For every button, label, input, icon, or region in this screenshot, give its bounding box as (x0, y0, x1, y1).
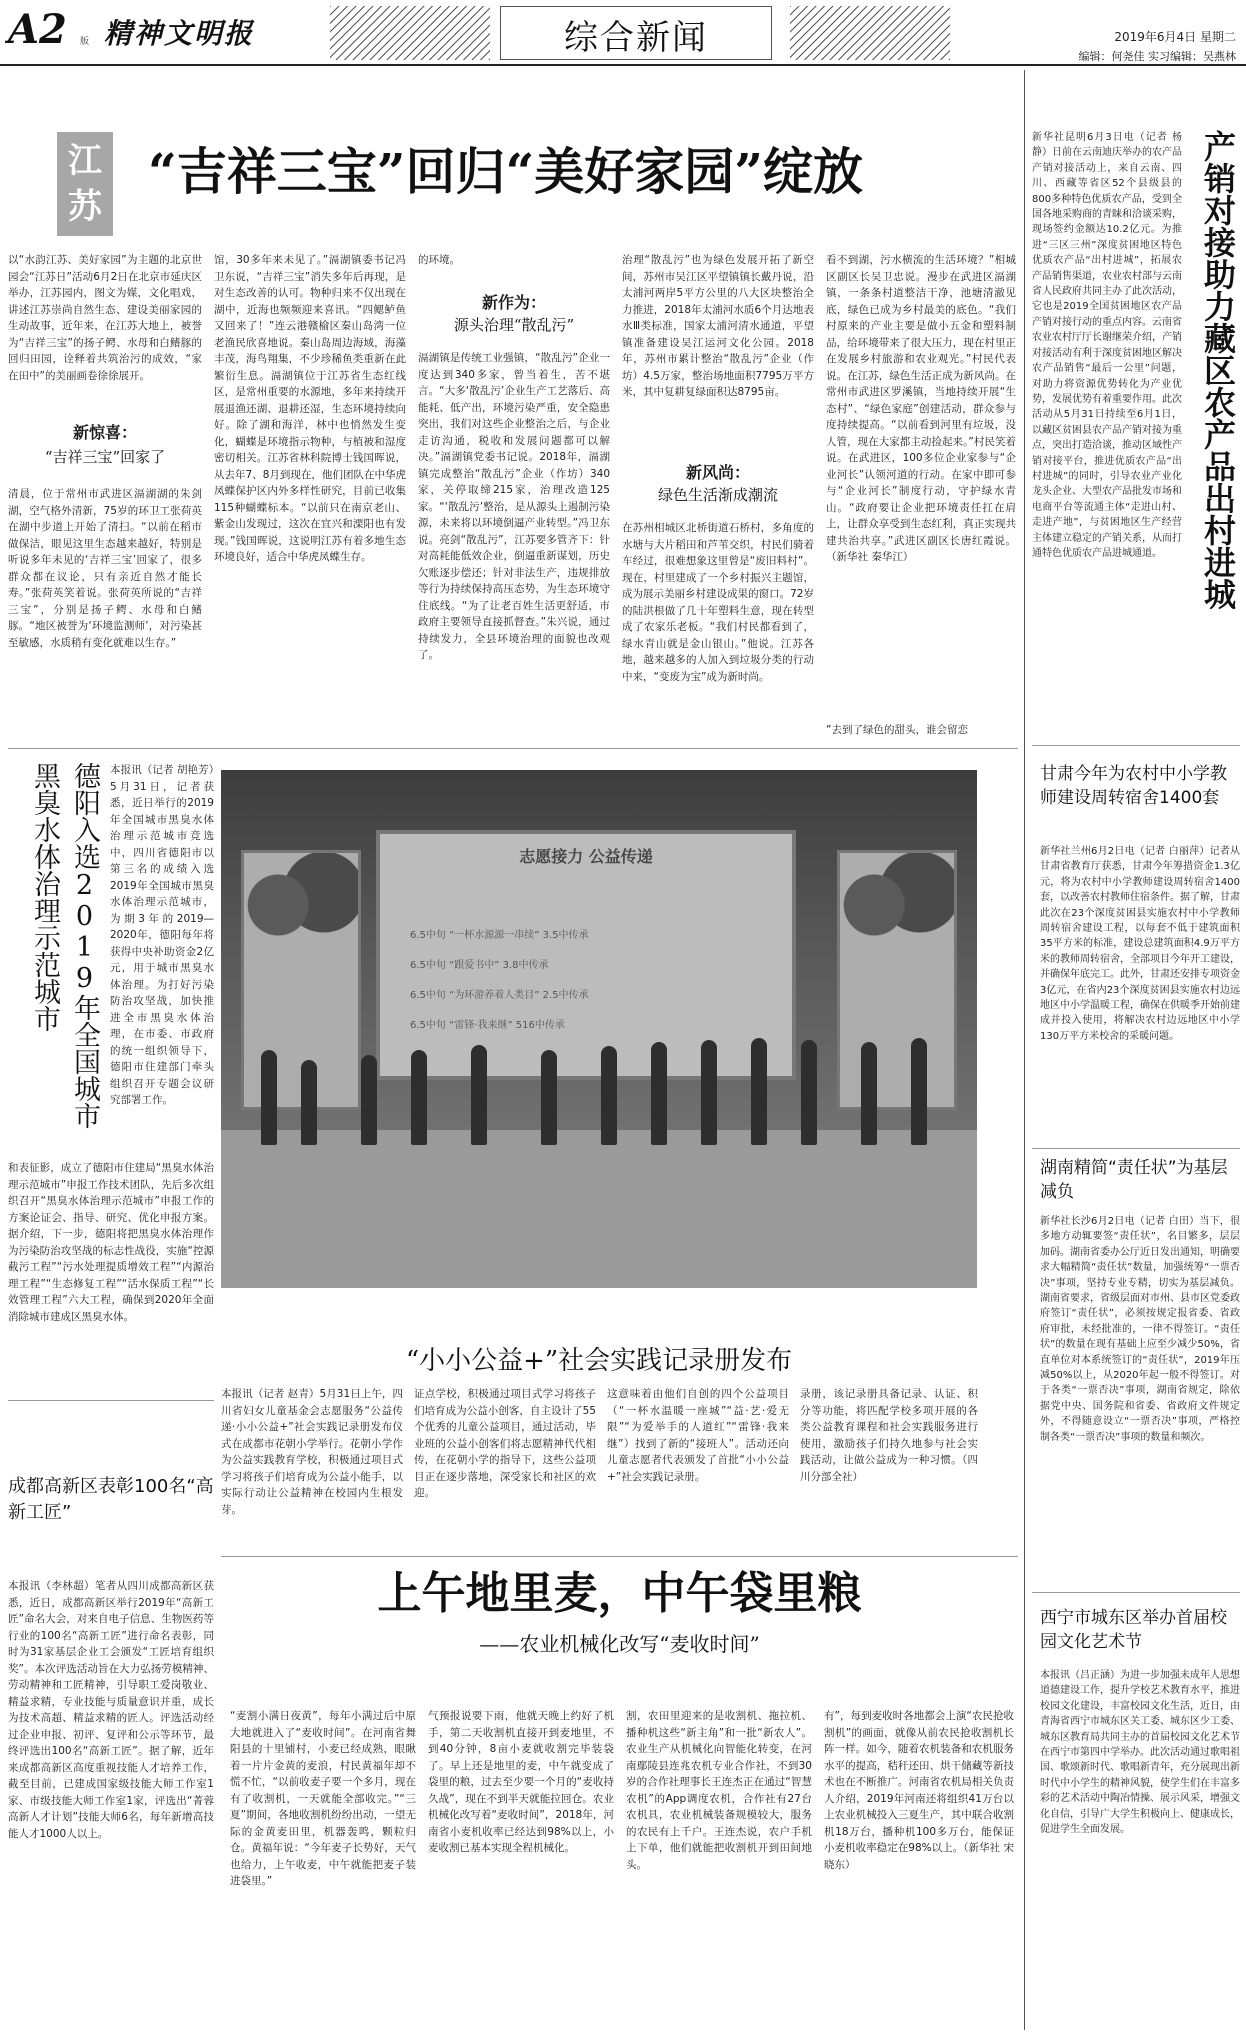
jiangsu-col-4: 治理“散乱污”也为绿色发展开拓了新空间，苏州市吴江区平望镇镇长戴丹说，沿太浦河两岸5平方公里的八大区块整治全力推进，2018年太浦河水质6个月达地表水Ⅲ类标准，国家太浦河清水通道，平望镇准备建设吴江运河文化公园。2018年，苏州市累计整治“散乱污”企业（作坊）4.5万家，整治场地面积7795万平方米，其中复耕复绿面积达8795亩。 (622, 254, 814, 398)
gansu-body: 新华社兰州6月2日电（记者 白丽萍）记者从甘肃省教育厅获悉，甘肃今年筹措资金1.3亿元，将为农村中小学教师建设周转宿舍1400套，以改善农村教师住宿条件。据了解，甘肃此次在23个深度贫困县实施农村中小学教师周转宿舍建设工程，以每套不低于建筑面积35平方米的标准，建设总建筑面积4.9万平方米的教师周转宿舍，全部项目今年开工建设，并确保年底完工。此外，甘肃还安排专项资金3亿元，在省内23个深度贫困县实施农村边远地区中小学温暖工程，确保在供暖季开始前建成并投入使用，将解决农村边远地区中小学130万平方米校舍的采暖问题。 (1040, 846, 1240, 1042)
photo-person (701, 1040, 717, 1145)
photo-stage (221, 1130, 977, 1288)
wheat-top-rule (221, 1556, 1018, 1557)
jiangsu-col-3: 滆湖镇是传统工业强镇，“散乱污”企业一度达到340多家，曾当着生，苦不堪言。“大多‘散乱污’企业生产工艺落后、高能耗、低产出，环境污染严重，安全隐患突出，我们对这些企业整治之后，与企业走访沟通，税收和发展问题都可以解决。”滆湖镇党委书记说。2018年，滆湖镇完成整治“散乱污”企业（作坊）340家，关停取缔215家，治理改造125家。“‘散乱污’整治，是从源头上遏制污染源，未来将以环境倒逼产业转型。”冯卫东说。亮剑“散乱污”，江苏要多管齐下：针对高耗能低效企业，倒逼重新谋划，历史欠账逐步偿还；针对非法生产，违规排放等行为持续保持高压态势，为生态环境守住底线。“为了让老百姓生活更舒适，市政府主要领导直接抓督查。”朱兴说，通过持续发力，全县环境治理的面貌也改观了。 (418, 352, 610, 661)
chengdu-top-rule (8, 1400, 214, 1401)
gongyi-col-4: 录册，该记录册具备记录、认证、积分等功能，将匹配学校多项开展的各类公益教育课程和社会实践服务进行使用，激励孩子们持久地参与社会实践活动，让做公益成为一种习惯。（四川分部全社） (800, 1388, 978, 1483)
gongyi-col-2: 证点学校，积极通过项目式学习将孩子们培育成为公益小创客，自主设计了55个优秀的儿童公益项目，通过活动，毕业班的公益小创客们将志愿精神代代相传，在花朝小学的指导下，这些公益项目正在逐步落地，深受家长和社区的欢迎。 (414, 1388, 596, 1499)
wheat-col-4: 有”，每到麦收时各地都会上演“农民抢收割机”的画面，就像从前农民抢收割机长阵一样。如今，随着农机装备和农机服务水平的提高，秸秆还田、烘干储藏等新技术也在不断推广。河南省农机局相关负责人介绍，2019年河南还将组织41万台以上农业机械投入三夏生产，其中联合收割机18万台，播种机100多万台，能保证小麦机收率稳定在98%以上。（新华社 宋晓东） (824, 1710, 1014, 1871)
page-ban-label: 版 (80, 37, 90, 47)
rightcol-article-body: 新华社昆明6月3日电（记者 杨静）日前在云南迪庆举办的农产品产销对接活动上，来自云南、四川、西藏等省区52个县级县的800多种特色优质农产品，受到全国各地采购商的青睐和洽谈采购，现场签约金额达10.2亿元。为推进“三区三州”深度贫困地区特色优质农产品“出村进城”，拓展农产品销售渠道，农业农村部与云南省人民政府共同主办了此次活动，它也是2019全国贫困地区农产品产销对接行动的重点内容。云南省农业农村厅厅长谢继荣介绍，产销对接活动有利于深度贫困地区解决农产品销售“最后一公里”问题，对助力将资源优势转化为产业优势，发展优势有着重要作用。此次活动从5月31日持续至6月1日，以藏区贫困县农产品产销对接为重点，突出打造洽谈，推动区域性产销对接平台，推进优质农产品“出村进城”的同时，引导农业产业化龙头企业、大型农产品批发市场和电商平台等流通主体“走进山村、走进产地”，与贫困地区生产经营主体建立稳定的产销关系，从而打通特色优质农产品进城通道。 (1032, 132, 1182, 559)
photo-person (911, 1038, 927, 1145)
right-column-divider (1024, 70, 1025, 2030)
jiangsu-col-2: 馆，30多年来未见了。”滆湖镇委书记冯卫东说，“吉祥三宝”消失多年后再现，是对生态改善的认可。物种归来不仅出现在湖中，近海也频频迎来喜讯。“四鳃鲈鱼又回来了！”连云港赣榆区秦山岛湾一位老渔民欣喜地说。秦山岛周边海域，海藻丰茂，海鸟翔集，不少珍稀鱼类重新在此繁衍生息。滆湖镇位于江苏省生态红线区，是常州重要的水源地，多年来持续开展退渔还湖、退耕还湿，生态环境持续向好。除了湖和海洋，林中也悄然发生变化，蝴蝶是环境指示物种，与植被和湿度密切相关。江苏省林科院博士钱国晖说，从去年7、8月到现在，他们团队在中华虎凤蝶保护区内外多样性研究，目前已收集115种蝴蝶标本。“以前只在南京老山、紫金山发现过，这次在宜兴和溧阳也有发现。”钱国晖说，这说明江苏有着多地生态环境良好，适合中华虎凤蝶生存。 (214, 254, 406, 563)
wheat-col-3: 割，农田里迎来的是收割机、拖拉机、播种机这些“新主角”和一批“新农人”。农业生产从机械化向智能化转变，在河南鄢陵县连兆农机专业合作社，不到30岁的合作社理事长王连杰正在通过“智慧农机”的App调度农机，合作社有27台农机具，农业机械装备规模较大，服务的农民有上千户。王连杰说，农户手机上下单，他们就能把收割机开到田间地头。 (626, 1710, 812, 1871)
newspaper-name: 精神文明报 (104, 17, 255, 50)
photo-person (541, 1050, 557, 1145)
deyang-wide-col: 和表征影，成立了德阳市住建局“黑臭水体治理示范城市”申报工作技术团队，先后多次组织召开“黑臭水体治理示范城市”申报工作的方案论证会、指导、研究、优化申报方案。据介绍，下一步，德阳将把黑臭水体治理作为污染防治攻坚战的标志性战役，实施“控源截污工程”“污水处理提质增效工程”“内源治理工程”“生态修复工程”“活水保质工程”“长效管理工程”六大工程，确保到2020年全面消除城市建成区黑臭水体。 (8, 1162, 214, 1323)
jiangsu-headline: “吉祥三宝”回归“美好家园”绽放 (148, 142, 864, 201)
masthead-rule (0, 64, 1246, 66)
jiangsu-sub2-title: 源头治理“散乱污” (453, 316, 575, 334)
photo-board (376, 830, 796, 1080)
photo-person (751, 1038, 767, 1145)
photo-person (411, 1050, 427, 1145)
jiangsu-col-4b: 在苏州相城区北桥街道石桥村，多角度的水塘与大片稻田和芦苇交织，村民们骑着车经过，很难想象这里曾是“废旧料村”。现在，村里建成了一个乡村振兴主题馆，成为展示美丽乡村建设成果的窗口。72岁的陆洪根做了几十年塑料生意，现在转型成了农家乐老板。“我们村民都看到了，绿水青山就是金山银山。”他说。江苏各地，越来越多的人加入到垃圾分类的行动中来，“变废为宝”成为新时尚。 (622, 522, 814, 683)
photo-board-row: 6.5中旬 “为环游养着人类目” 2.5中传承 (410, 990, 589, 1001)
region-tag (57, 132, 113, 236)
jiangsu-sub2-kicker: 新作为： (481, 293, 546, 312)
issue-date: 2019年6月4日 星期二 (1114, 30, 1236, 44)
wheat-subline: ——农业机械化改写“麦收时间” (479, 1632, 760, 1656)
jiangsu-sub3-kicker: 新风尚： (685, 463, 750, 482)
jiangsu-sub1-kicker: 新惊喜： (72, 423, 137, 442)
photo-board-row: 6.5中旬 “雷锋·我来继” 516中传承 (410, 1020, 565, 1031)
rightcol-rule-1 (1032, 745, 1240, 746)
rightcol-headline: 产销对接助力藏区农产品出村进城 (1199, 130, 1237, 610)
gongyi-headline: “小小公益+”社会实践记录册发布 (405, 1346, 793, 1376)
hunan-body: 新华社长沙6月2日电（记者 白田）当下，很多地方动辄要签“责任状”，名目繁多，层层加码。湖南省委办公厅近日发出通知，明确要求大幅精简“责任状”数量，加强统筹“一票否决”事项，坚持专业专精，切实为基层减负。湖南省要求，省级层面对市州、县市区党委政府签订“责任状”，必须按规定报省委、省政府审批，未经批准的，一律不得签订。“责任状”的数量在现有基础上应至少减少50%，省直单位对本系统签订的“责任状”，2019年压减50%以上，从2020年起一般不得签订。对于各类“一票否决”事项，湖南省规定，除依据党中央、国务院和省委、省政府文件规定外，不得随意设立“一票否决”事项，严格控制各类“一票否决”事项的数量和频次。 (1040, 1216, 1240, 1443)
photo-person (651, 1042, 667, 1145)
jiangsu-bottom-rule (8, 748, 1018, 749)
jiangsu-intro: 以“水韵江苏、美好家园”为主题的北京世园会“江苏日”活动6月2日在北京市延庆区举办，江苏园内，图文为媒，文化唱戏，讲述江苏崇尚自然生态、建设美丽家园的生动故事，近年来，在江苏大地上，被誉为“吉祥三宝”的扬子鳄、水母和白鳍豚的回归田园，诠释着共筑治污的成效，“家在田中”的美丽画卷徐徐展开。 (8, 254, 202, 382)
hunan-bottom-rule (1032, 1592, 1240, 1593)
jiangsu-col-5-tail: ”去到了绿色的甜头，谁会留恋 (826, 724, 968, 736)
jiangsu-col-3-intro: 的环境。 (418, 254, 460, 266)
photo-person (601, 1046, 617, 1145)
jiangsu-col-5: 看不到湖，污水横流的生活环境？”相城区副区长吴卫忠说。漫步在武进区滆湖镇，一条条村道整洁干净，池塘清澈见底，绿色已成为乡村最美的底色。“我们村原来的产业主要是做小五金和塑料制品，给环境带来了很大压力，现在村里正在发展乡村旅游和农业观光。”村民代表说。在江苏，绿色生活正成为新风尚。在常州市武进区罗溪镇，当地持续开展“生态村”、“绿色家庭”创建活动，群众参与度持续提高。“以前看到河里有垃圾，没人管，现在大家都主动捡起来。”村民笑着说。在武进区，100多位企业家参与“企业河长”认领河道的行动。在家中即可参与“企业河长”制度行动，守护绿水青山。“政府要让企业把环境责任扛在肩上，让群众享受到生态红利，真正实现共建共治共享。”武进区副区长唐红霞说。（新华社 秦华江） (826, 254, 1016, 563)
deyang-headline: 德阳入选2019年全国城市黑臭水体治理示范城市 (29, 762, 100, 1129)
jiangsu-sub1-body: 清晨，位于常州市武进区滆湖湖的朱剑湖，空气格外清新，75岁的环卫工张荷英在湖中步道上开始了清扫。“以前在稻市做保洁，眼见这里生态越来越好，特别是听说多年未见的‘吉祥三宝’回家了，很多群众都在议论，只有亲近自然才能长寿。”张荷英笑着说。张荷英所说的“吉祥三宝”，分别是扬子鳄、水母和白鳍豚。“地区被誉为‘环境监测师’，对污染甚至敏感，水质稍有变化就难以生存。” (8, 488, 202, 649)
page-number: A2 (8, 6, 67, 53)
region-tag-char-2: 苏 (68, 187, 102, 227)
chengdu-headline: 成都高新区表彰100名“高新工匠” (8, 1476, 214, 1523)
gansu-bottom-rule (1032, 1148, 1240, 1149)
photo-board-row: 6.5中旬 “跟爱书中” 3.8中传承 (410, 960, 549, 971)
wheat-headline: 上午地里麦，中午袋里粮 (377, 1568, 862, 1619)
region-tag-char-1: 江 (68, 141, 102, 181)
photo-right-banner (837, 850, 957, 1110)
photo-person (361, 1055, 377, 1145)
photo-person (861, 1042, 877, 1145)
photo-person (261, 1050, 277, 1145)
xining-body: 本报讯（吕正涵）为进一步加强未成年人思想道德建设工作，提升学校艺术教育水平，推进校园文化建设，丰富校园文化生活，近日，由青海省西宁市城东区关工委、城东区少工委、城东区教育局共同主办的首届校园文化艺术节在西宁市第四中学举办。此次活动通过歌唱祖国、歌颂新时代、歌唱新青年，充分展现出新时代中小学生的精神风貌，使学生们在丰富多彩的艺术活动中陶冶情操、展示风采，增强文化自信，引导广大学生积极向上、健康成长，促进学生全面发展。 (1040, 1670, 1240, 1836)
section-title: 综合新闻 (564, 18, 708, 58)
masthead-stripes-right (790, 6, 950, 60)
gongyi-col-1: 本报讯（记者 赵青）5月31日上午，四川省妇女儿童基金会志愿服务“公益传递·小小公益+”社会实践记录册发布仪式在成都市花朝小学举行。花朝小学作为公益实践教育学校，积极通过项目式学习将孩子们培育成为公益小能手，以实际行动让公益精神在校园内生根发芽。 (221, 1388, 403, 1516)
wheat-col-1: “麦割小满日夜黄”，每年小满过后中原大地就进入了“麦收时间”。在河南省舞阳县的十里铺村，小麦已经成熟，眼瞅着一片片金黄的麦浪，村民黄福年却不慌不忙，“以前收麦子要一个多月，现在有了收割机，一天就能全部收完。”“三夏”期间，各地收割机纷纷出动，一望无际的金黄麦田里，机器轰鸣，颗粒归仓。黄福年说：“今年麦子长势好，天气也给力，上午收麦，中午就能把麦子装进袋里。” (230, 1710, 416, 1887)
hunan-headline: 湖南精简“责任状”为基层减负 (1040, 1158, 1228, 1202)
event-photo (221, 770, 977, 1288)
photo-person (801, 1040, 817, 1145)
photo-person (471, 1045, 487, 1145)
masthead-stripes-left (330, 6, 490, 60)
deyang-narrow-col: 本报讯（记者 胡艳芳）5月31日，记者获悉，近日举行的2019年全国城市黑臭水体治理示范城市竞选中，四川省德阳市以第三名的成绩入选2019年全国城市黑臭水体治理示范城市，为期3年的2019—2020年，德阳每年将获得中央补助资金2亿元，用于城市黑臭水体治理。为打好污染防治攻坚战，加快推进全市黑臭水体治理，在市委、市政府的统一组织领导下，德阳市住建部门牵头组织召开专题会议研究部署工作。 (110, 764, 214, 1106)
gongyi-col-3: 这意味着由他们自创的四个公益项目（“一杯水温暖一座城”“益·艺·爱无限”“为爱举手的人道红”“雷锋·我来继”）找到了新的“接班人”。活动还向儿童志愿者代表颁发了首批“小小公益+”社会实践记录册。 (607, 1388, 789, 1483)
masthead (0, 0, 1246, 64)
wheat-col-2: 气预报说要下雨，他就天晚上约好了机手，第二天收割机直接开到麦地里，不到40分钟，8亩小麦就收割完毕装袋了。早上还是地里的麦，中午就变成了袋里的粮，过去至少要一个月的“麦收持久战”，现在不到半天就能拉回仓。农业机械化改写着“麦收时间”，2018年，河南省小麦机收率已经达到98%以上，小麦收割已基本实现全程机械化。 (428, 1710, 614, 1854)
photo-person (301, 1060, 317, 1145)
photo-board-row: 6.5中旬 “一杯水源源一串续” 3.5中传承 (410, 930, 589, 941)
gansu-headline: 甘肃今年为农村中小学教师建设周转宿舍1400套 (1040, 764, 1227, 808)
jiangsu-sub3-title: 绿色生活渐成潮流 (657, 486, 778, 504)
chengdu-body: 本报讯（李林超）笔者从四川成都高新区获悉，近日，成都高新区举行2019年“高新工匠”命名大会，对来自电子信息、生物医药等行业的100名“高新工匠”进行命名表彰，同时为31家基层企业工会颁发“工匠培育组织奖”。本次评选活动旨在大力弘扬劳模精神、劳动精神和工匠精神，引导职工爱岗敬业、精益求精，专业技能与质量意识并重，成长为技术高超、精益求精的匠人。评选活动经过企业申报、初评、复评和公示等环节，最终评选出100名“高新工匠”。据了解，近年来成都高新区高度重视技能人才培养工作，截至目前，已建成国家级技能大师工作室1家、市级技能大师工作室1家，评选出“菁蓉高新人才计划”技能大师6名，每年新增高技能人才1000人以上。 (8, 1580, 214, 1840)
jiangsu-sub1-title: “吉祥三宝”回家了 (44, 448, 166, 466)
xining-headline: 西宁市城东区举办首届校园文化艺术节 (1040, 1608, 1227, 1652)
editor-credit: 编辑：何尧佳 实习编辑：吴燕林 (1078, 50, 1236, 63)
photo-board-title: 志愿接力 公益传递 (519, 847, 653, 866)
